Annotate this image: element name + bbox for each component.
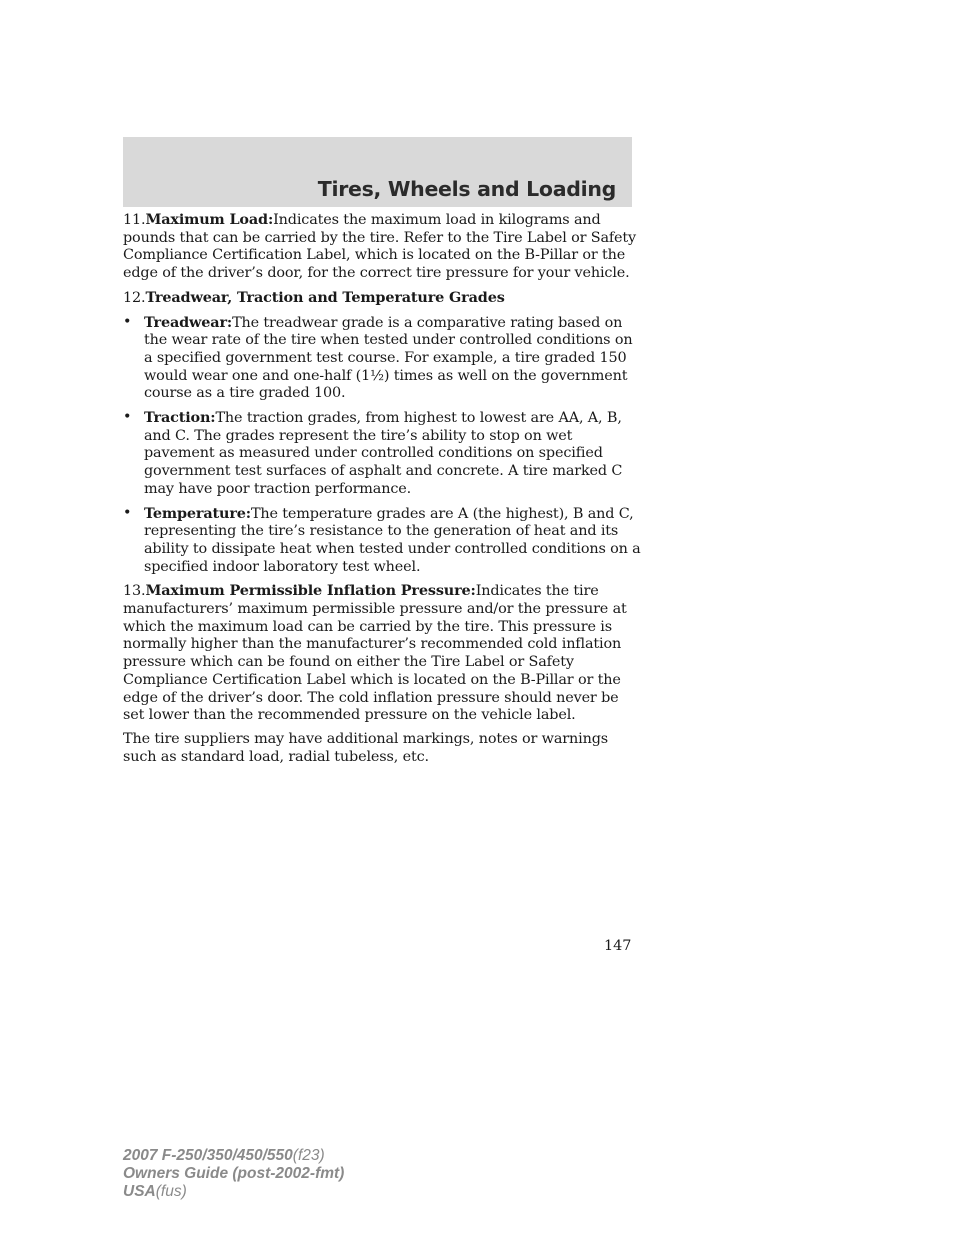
item-number: 12. [123,289,146,306]
bullet-dot: • [123,313,132,330]
item-label: Treadwear, Traction and Temperature Grades [145,288,505,306]
item-text: Indicates the tire manufacturers’ maximum permissible pressure and/or the pressure at which the maximum load can be carried by the tire. This pressure is normally higher than the manufacturer’s recommended cold inflation pressure which can be found on either the Tire Label or Safety Compliance Certification Label which is located on the B-Pillar or the edge of the driver’s door. The cold inflation pressure should never be set lower than the recommended pressure on the vehicle label. [123,583,627,724]
footer-model-code: (f23) [292,1147,325,1164]
section-title: Tires, Wheels and Loading [317,177,616,201]
bullet-label: Traction: [144,409,216,427]
footer-market-code: (fus) [155,1183,187,1200]
footer-model: 2007 F-250/350/450/550 [123,1147,293,1164]
header-band [123,137,632,207]
footer-market: USA [123,1183,156,1200]
item-text: Indicates the maximum load in kilograms and pounds that can be carried by the tire. Refer to the Tire Label or Safety Compliance Certification Label, which is located on the B-Pillar or the edge of the driver’s door, for the correct tire pressure for your vehicle. [123,212,637,282]
page-number: 147 [604,938,632,954]
footer [123,1147,344,1201]
item-maximum-load [123,211,643,283]
bullet-temperature [123,505,643,577]
bullet-text: The traction grades, from highest to lowest are AA, A, B, and C. The grades represent the tire’s ability to stop on wet pavement as measured under controlled conditions on specified government test surfaces of asphalt and concrete. A tire marked C may have poor traction performance. [144,410,623,497]
item-label: Maximum Permissible Inflation Pressure: [145,582,476,600]
bullet-text: The treadwear grade is a comparative rating based on the wear rate of the tire when tested under controlled conditions on a specified government test course. For example, a tire graded 150 would wear one and one-half (1½) times as well on the government course as a tire graded 100. [144,314,633,402]
footer-line-model [123,1147,344,1165]
bullet-treadwear [123,314,643,404]
footer-line-guide [123,1165,344,1183]
footer-line-market [123,1183,344,1201]
item-grades-heading [123,289,643,308]
item-number: 13. [123,583,146,600]
item-max-inflation-pressure [123,582,643,725]
footer-guide: Owners Guide (post-2002-fmt) [123,1165,345,1182]
item-label: Maximum Load: [145,211,274,228]
bullet-text: The temperature grades are A (the highest), B and C, representing the tire’s resistance to the generation of heat and its ability to dissipate heat when tested under controlled conditions on a specified indoor laboratory test wheel. [144,505,641,575]
closing-paragraph: The tire suppliers may have additional markings, notes or warnings such as standard load, radial tubeless, etc. [123,730,608,765]
item-number: 11. [123,212,146,228]
bullet-label: Temperature: [144,504,251,522]
bullet-dot: • [123,504,132,521]
bullet-traction [123,409,643,499]
bullet-dot: • [123,409,132,426]
bullet-label: Treadwear: [144,313,233,331]
page-content [123,211,643,772]
